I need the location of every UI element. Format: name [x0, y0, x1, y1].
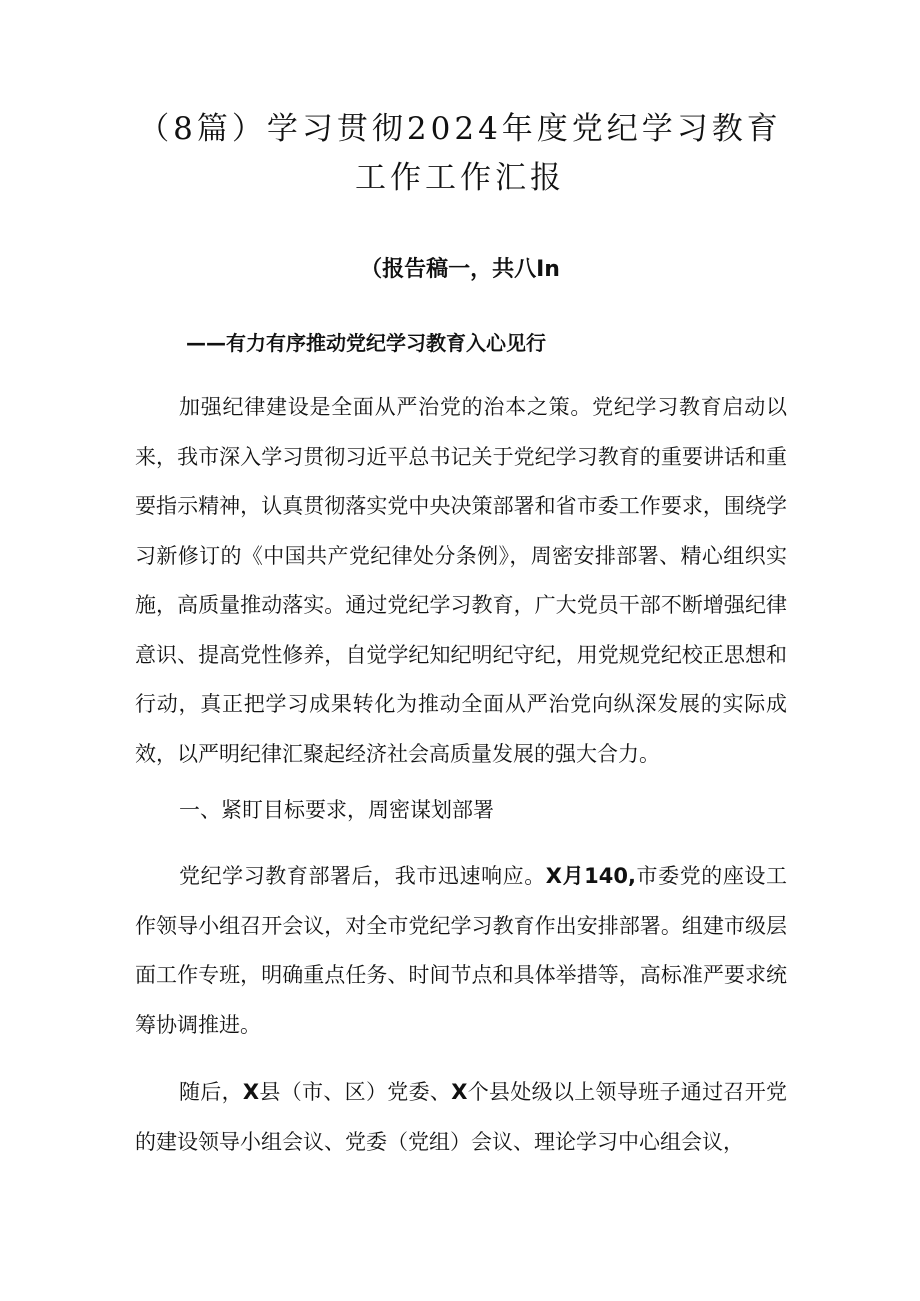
document-subtitle: （报告稿一，共八In: [360, 257, 560, 282]
section-1-paragraph-2: [135, 1068, 787, 1167]
paragraph-placeholder-text: X: [242, 1080, 260, 1104]
paragraph-placeholder-text: X: [451, 1080, 468, 1104]
document-title-line-1: （8篇）学习贯彻2024年度党纪学习教育: [138, 111, 782, 147]
paragraph-text: 个县处级以上领导班子通过召开党的建设领导小组会议、党委（党组）会议、理论学习中心组会议，: [135, 1080, 788, 1154]
document-title-line-2: 工作工作汇报: [355, 160, 565, 196]
paragraph-text: 市委党的座设工作领导小组召开会议，对全市党纪学习教育作出安排部署。组建市级层面工作专班，明确重点任务、时间节点和具体举措等，高标准严要求统筹协调推进。: [135, 864, 788, 1037]
intro-paragraph: 加强纪律建设是全面从严治党的治本之策。党纪学习教育启动以来，我市深入学习贯彻习近平总书记关于党纪学习教育的重要讲话和重要指示精神，认真贯彻落实党中央决策部署和省市委工作要求，围绕学习新修订的《中国共产党纪律处分条例》，周密安排部署、精心组织实施，高质量推动落实。通过党纪学习教育，广大党员干部不断增强纪律意识、提高党性修养，自觉学纪知纪明纪守纪，用党规党纪校正思想和行动，真正把学习成果转化为推动全面从严治党向纵深发展的实际成效，以严明纪律汇聚起经济社会高质量发展的强大合力。: [135, 395, 787, 766]
paragraph-text: 县（市、区）党委、: [259, 1080, 452, 1104]
section-1-paragraph-1: [135, 852, 787, 1050]
paragraph-text: 党纪学习教育部署后，我市迅速响应。: [179, 864, 546, 888]
paragraph-date-text: X月140,: [545, 864, 636, 888]
document-heading: ——有力有序推动党纪学习教育入心见行: [186, 331, 546, 355]
paragraph-text: 随后，: [179, 1080, 243, 1104]
section-1-heading: 一、紧盯目标要求，周密谋划部署: [179, 798, 494, 822]
